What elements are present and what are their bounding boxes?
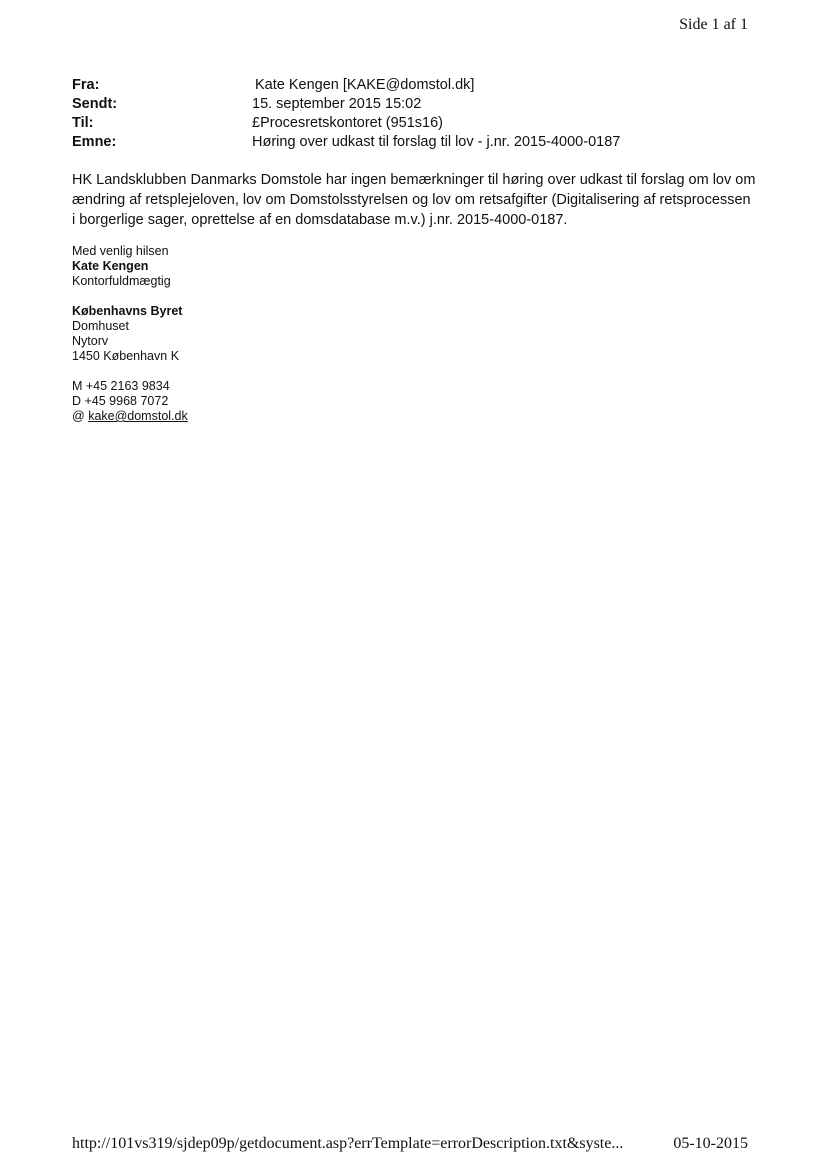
signature-block: [72, 244, 188, 424]
subject-label: Emne:: [72, 134, 117, 150]
footer-url: http://101vs319/sjdep09p/getdocument.asp?errTemplate=errorDescription.txt&syste...: [72, 1135, 624, 1152]
street-address: Nytorv: [72, 334, 109, 348]
email-link[interactable]: kake@domstol.dk: [88, 409, 188, 423]
to-label: Til:: [72, 115, 94, 131]
subject-row: [72, 133, 752, 152]
building-name: Domhuset: [72, 319, 129, 333]
direct-phone: D +45 9968 7072: [72, 394, 169, 408]
organization-name: Københavns Byret: [72, 304, 183, 318]
subject-value: Høring over udkast til forslag til lov - j.nr. 2015-4000-0187: [252, 134, 621, 150]
email-header: [72, 76, 752, 152]
postal-address: 1450 København K: [72, 349, 180, 363]
mobile-phone: M +45 2163 9834: [72, 379, 170, 393]
email-line: [72, 409, 188, 424]
sent-value: 15. september 2015 15:02: [252, 96, 422, 112]
from-value: Kate Kengen [KAKE@domstol.dk]: [255, 77, 475, 93]
signer-name: Kate Kengen: [72, 259, 149, 273]
to-value: £Procesretskontoret (951s16): [252, 115, 444, 131]
to-row: [72, 114, 752, 133]
page-number: Side 1 af 1: [679, 16, 748, 33]
from-row: [72, 76, 752, 95]
from-label: Fra:: [72, 77, 100, 93]
greeting: Med venlig hilsen: [72, 244, 169, 258]
email-body: HK Landsklubben Danmarks Domstole har ingen bemærkninger til høring over udkast til forslag om lov om ændring af retsplejeloven, lov om Domstolsstyrelsen og lov om retsafgifter (Digitalisering af retsprocessen i borgerlige sager, oprettelse af en domsdatabase m.v.) j.nr. 2015-4000-0187.: [72, 172, 756, 228]
signer-title: Kontorfuldmægtig: [72, 274, 171, 288]
at-symbol: @: [72, 409, 85, 423]
footer-date: 05-10-2015: [673, 1135, 748, 1152]
sent-label: Sendt:: [72, 96, 118, 112]
sent-row: [72, 95, 752, 114]
